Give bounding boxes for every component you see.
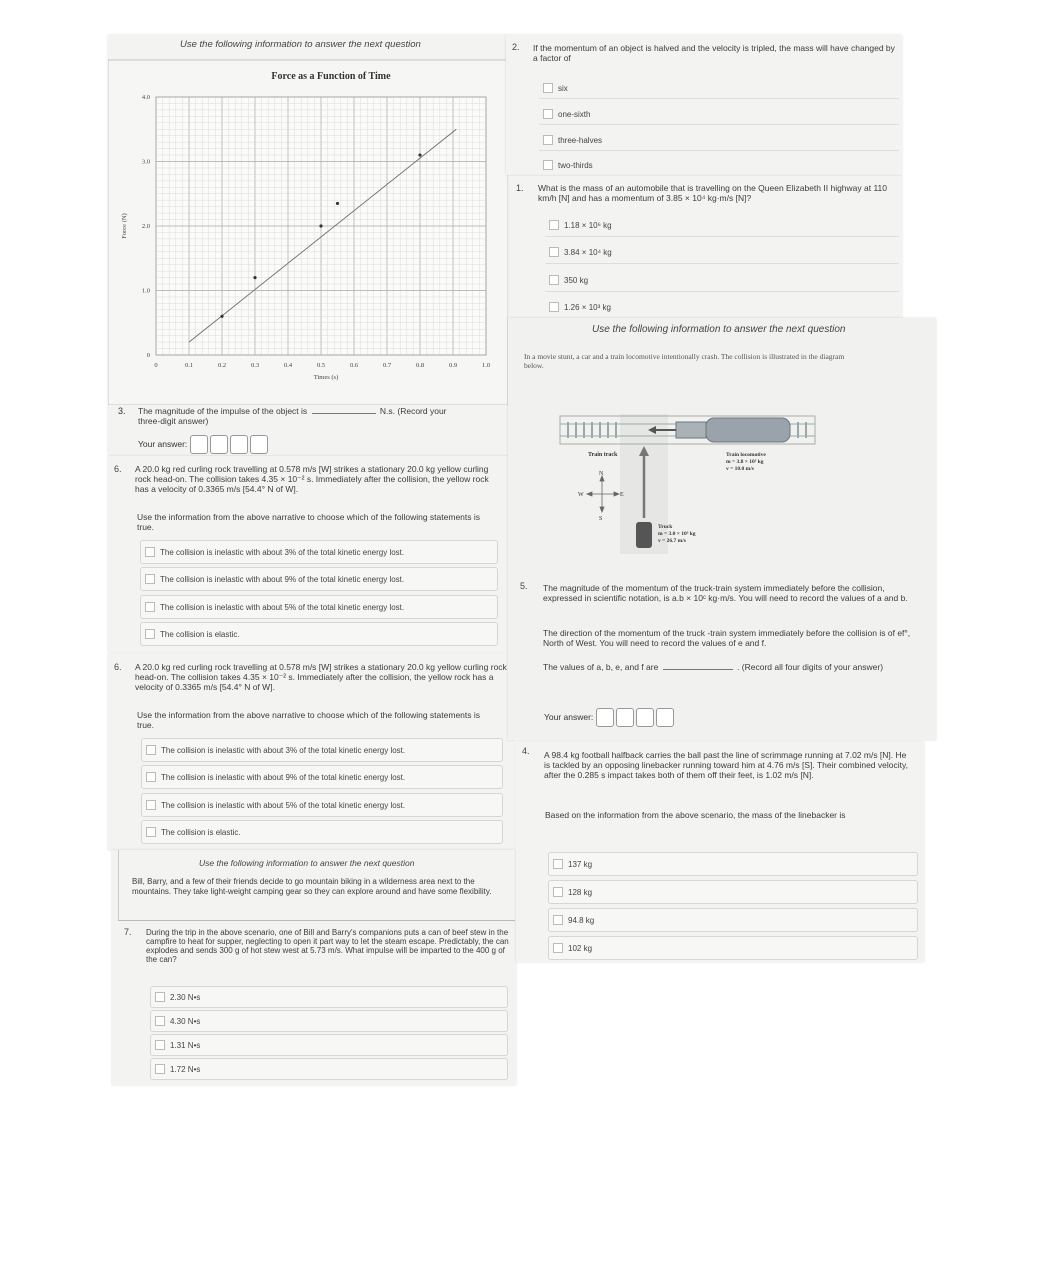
checkbox[interactable] (549, 220, 559, 230)
collision-diagram (558, 414, 868, 554)
option-label: 350 kg (564, 275, 589, 285)
q7-header: Use the following information to answer the next question (199, 858, 415, 868)
q5-number: 5. (520, 581, 528, 591)
q2-number: 2. (512, 42, 520, 52)
q1-sheet (510, 176, 902, 318)
q7-option-2[interactable] (150, 1010, 508, 1032)
track-label: Train track (588, 452, 618, 458)
data-point (253, 276, 256, 279)
checkbox[interactable] (549, 302, 559, 312)
q5-answer-row (544, 708, 674, 727)
q3-text (138, 406, 498, 426)
q4-number: 4. (522, 746, 530, 756)
x-tick-label: 0 (154, 362, 158, 369)
truck-mass: m = 3.0 × 10³ kg (658, 531, 696, 537)
checkbox[interactable] (553, 859, 563, 869)
chart-title: Force as a Function of Time (271, 71, 391, 82)
q4-prompt: Based on the information from the above scenario, the mass of the linebacker is (545, 810, 846, 820)
option-label: The collision is inelastic with about 9% of the total kinetic energy lost. (161, 772, 406, 782)
q5-header: Use the following information to answer the next question (592, 324, 846, 335)
q5-text3-row (543, 662, 923, 672)
q5-answer-label: Your answer: (544, 711, 594, 722)
x-tick-label: 0.6 (349, 362, 359, 369)
q3-answer-label: Your answer: (138, 438, 188, 449)
option-label: three-halves (558, 135, 603, 145)
compass-w: W (578, 492, 584, 498)
q5-text3: The values of a, b, e, and f are (543, 662, 659, 672)
y-tick-label: 3.0 (141, 158, 150, 166)
compass-s: S (599, 516, 603, 522)
option-label: six (558, 83, 568, 93)
q2-option-4[interactable] (538, 154, 900, 176)
x-tick-label: 1.0 (481, 362, 491, 369)
q6b-option-1[interactable] (141, 738, 503, 762)
q1-option-2[interactable] (544, 240, 900, 264)
truck-icon (636, 522, 652, 548)
q6a-number: 6. (114, 464, 122, 474)
checkbox[interactable] (543, 83, 553, 93)
q1-text: What is the mass of an automobile that is travelling on the Queen Elizabeth II highway at 110 km/h [N] and has a momentum of 3.85 × 10⁴ kg·m/s [N]? (538, 183, 888, 203)
x-tick-label: 0.7 (382, 362, 392, 369)
y-tick-label: 0 (146, 352, 150, 359)
loco-label: Train locomotive (726, 452, 766, 458)
x-tick-label: 0.8 (415, 362, 425, 369)
digit-box[interactable] (230, 435, 248, 454)
option-label: 128 kg (568, 887, 593, 897)
y-tick-label: 1.0 (141, 287, 150, 295)
q6b-prompt: Use the information from the above narrative to choose which of the following statements is true. (137, 710, 481, 730)
checkbox[interactable] (553, 887, 563, 897)
q2-option-3[interactable] (538, 129, 900, 151)
checkbox[interactable] (549, 247, 559, 257)
compass-icon (587, 476, 619, 512)
y-tick-label: 2.0 (141, 223, 150, 230)
checkbox[interactable] (549, 275, 559, 285)
option-label: 1.26 × 10³ kg (564, 302, 611, 312)
option-label: The collision is inelastic with about 5% of the total kinetic energy lost. (161, 800, 406, 810)
truck-velocity: v = 26.7 m/s (658, 538, 686, 544)
q7-option-4[interactable] (150, 1058, 508, 1080)
x-tick-label: 0.2 (217, 362, 227, 369)
loco-velocity: v = 10.0 m/s (726, 466, 754, 472)
q4-option-2[interactable] (548, 880, 918, 904)
data-point (220, 315, 223, 318)
digit-box[interactable] (210, 435, 228, 454)
checkbox[interactable] (543, 135, 553, 145)
q4-option-3[interactable] (548, 908, 918, 932)
q6a-option-4[interactable] (140, 622, 498, 646)
q7-option-3[interactable] (150, 1034, 508, 1056)
x-axis-label: Times (s) (313, 374, 339, 381)
checkbox[interactable] (155, 1064, 165, 1074)
q5-sheet (508, 318, 936, 740)
chart-sheet (108, 35, 508, 455)
locomotive-icon (706, 418, 790, 442)
x-tick-label: 0.3 (250, 362, 260, 369)
checkbox[interactable] (146, 800, 156, 810)
q7-option-1[interactable] (150, 986, 508, 1008)
checkbox[interactable] (145, 547, 155, 557)
q5-answer-boxes[interactable] (596, 708, 674, 727)
option-label: The collision is inelastic with about 3% of the total kinetic energy lost. (161, 745, 406, 755)
q5-text2: The direction of the momentum of the truck -train system immediately before the collision is of ef°, North of West. You will need to record the values of e and f. (543, 628, 911, 648)
q7-info-box (118, 850, 515, 921)
option-label: The collision is inelastic with about 3% of the total kinetic energy lost. (160, 547, 405, 557)
x-tick-label: 0.9 (448, 362, 458, 369)
checkbox[interactable] (145, 629, 155, 639)
option-label: 2.30 N•s (170, 992, 201, 1002)
checkbox[interactable] (146, 827, 156, 837)
q3-blank[interactable] (312, 413, 376, 414)
option-label: two-thirds (558, 160, 593, 170)
checkbox[interactable] (145, 574, 155, 584)
digit-box[interactable] (250, 435, 268, 454)
q4-text: A 98.4 kg football halfback carries the ball past the line of scrimmage running at 7.02 m/s [N]. He is tackled by an opposing linebacker running toward him at 4.76 m/s [S]. Their combined velocity, after the 0.285 s impact takes both of them off their feet, is 1.02 m/s [N]. (544, 750, 908, 780)
x-tick-label: 0.5 (316, 362, 326, 369)
option-label: The collision is elastic. (161, 827, 241, 837)
q6a-option-3[interactable] (140, 595, 498, 619)
digit-box[interactable] (616, 708, 634, 727)
checkbox[interactable] (553, 915, 563, 925)
checkbox[interactable] (543, 109, 553, 119)
q3-answer-boxes[interactable] (190, 435, 268, 454)
checkbox[interactable] (155, 1040, 165, 1050)
q6b-sheet (108, 654, 514, 850)
checkbox[interactable] (155, 992, 165, 1002)
option-label: 137 kg (568, 859, 593, 869)
data-point (418, 153, 421, 156)
q6b-option-4[interactable] (141, 820, 503, 844)
q2-option-1[interactable] (538, 77, 900, 99)
q5-intro: In a movie stunt, a car and a train locomotive intentionally crash. The collision is illustrated in the diagram below. (524, 352, 845, 370)
option-label: The collision is inelastic with about 5% of the total kinetic energy lost. (160, 602, 405, 612)
q7-story: Bill, Barry, and a few of their friends decide to go mountain biking in a wilderness area next to the mountains. They take light-weight camping gear so they can explore around and have some flexibility. (132, 877, 492, 896)
truck-label: Truck (658, 524, 673, 530)
q6b-text: A 20.0 kg red curling rock travelling at 0.578 m/s [W] strikes a stationary 20.0 kg yellow curling rock head-on. The collision takes 4.35 × 10⁻² s. Immediately after the collision, the yellow rock has a velocity of 0.3365 m/s [54.4° N of W]. (135, 662, 507, 692)
q6a-option-1[interactable] (140, 540, 498, 564)
q2-text: If the momentum of an object is halved and the velocity is tripled, the mass will have changed by a factor of (533, 43, 895, 63)
q3-text-c: three-digit answer) (138, 416, 209, 426)
x-tick-label: 0.4 (283, 362, 293, 369)
q5-text1: The magnitude of the momentum of the truck-train system immediately before the collision, expressed in scientific notation, is a.b × 10ᶜ kg·m/s. You will need to record the values of a and b. (543, 583, 908, 603)
checkbox[interactable] (146, 772, 156, 782)
q3-text-a: The magnitude of the impulse of the object is (138, 406, 308, 416)
y-tick-label: 4.0 (141, 94, 150, 101)
option-label: one-sixth (558, 109, 591, 119)
q6a-option-2[interactable] (140, 567, 498, 591)
q4-sheet (516, 742, 924, 962)
y-axis-label: Force (N) (121, 213, 128, 239)
q2-option-2[interactable] (538, 103, 900, 125)
digit-box[interactable] (190, 435, 208, 454)
option-label: The collision is elastic. (160, 629, 240, 639)
q7-text: During the trip in the above scenario, one of Bill and Barry's companions puts a can of beef stew in the campfire to heat for supper, neglecting to open it part way to let the steam escape. Predictably, the can explodes and sends 300 g of hot stew west at 5.73 m/s. What impulse will be imparted to the 400 g of the can? (146, 928, 509, 964)
q6b-option-3[interactable] (141, 793, 503, 817)
q4-option-4[interactable] (548, 936, 918, 960)
q4-option-1[interactable] (548, 852, 918, 876)
q1-option-4[interactable] (544, 295, 900, 319)
x-tick-label: 0.1 (184, 362, 194, 369)
q6a-prompt: Use the information from the above narrative to choose which of the following statements is true. (137, 512, 481, 532)
data-point (336, 202, 339, 205)
q3-answer-row (138, 435, 268, 454)
digit-box[interactable] (636, 708, 654, 727)
digit-box[interactable] (596, 708, 614, 727)
q1-option-1[interactable] (544, 213, 900, 237)
force-time-chart (108, 55, 508, 405)
q5-blank[interactable] (663, 669, 733, 670)
checkbox[interactable] (553, 943, 563, 953)
option-label: 1.18 × 10⁶ kg (564, 220, 612, 230)
chart-sheet-header: Use the following information to answer the next question (180, 39, 421, 50)
checkbox[interactable] (543, 160, 553, 170)
checkbox[interactable] (145, 602, 155, 612)
q2-sheet (506, 35, 902, 175)
checkbox[interactable] (155, 1016, 165, 1026)
data-point (319, 224, 322, 227)
q1-number: 1. (516, 183, 524, 193)
q6b-option-2[interactable] (141, 765, 503, 789)
q6b-number: 6. (114, 662, 122, 672)
compass-e: E (620, 492, 624, 498)
compass-n: N (599, 471, 604, 477)
option-label: 4.30 N•s (170, 1016, 201, 1026)
loco-mass: m = 3.8 × 10⁵ kg (726, 459, 764, 465)
q6a-text: A 20.0 kg red curling rock travelling at 0.578 m/s [W] strikes a stationary 20.0 kg yellow curling rock head-on. The collision takes 4.35 × 10⁻² s. Immediately after the collision, the yellow rock has a velocity of 0.3365 m/s [54.4° N of W]. (135, 464, 489, 494)
digit-box[interactable] (656, 708, 674, 727)
q6a-sheet (108, 456, 508, 652)
option-label: 3.84 × 10⁴ kg (564, 247, 612, 257)
checkbox[interactable] (146, 745, 156, 755)
option-label: 1.72 N•s (170, 1064, 201, 1074)
option-label: The collision is inelastic with about 9% of the total kinetic energy lost. (160, 574, 405, 584)
q7-number: 7. (124, 927, 132, 937)
option-label: 94.8 kg (568, 915, 595, 925)
option-label: 102 kg (568, 943, 593, 953)
q3-number: 3. (118, 406, 126, 416)
q7-sheet (112, 850, 516, 1085)
q5-text4: . (Record all four digits of your answer) (737, 662, 884, 672)
q3-text-b: N.s. (Record your (379, 406, 447, 416)
option-label: 1.31 N•s (170, 1040, 201, 1050)
q1-option-3[interactable] (544, 268, 900, 292)
